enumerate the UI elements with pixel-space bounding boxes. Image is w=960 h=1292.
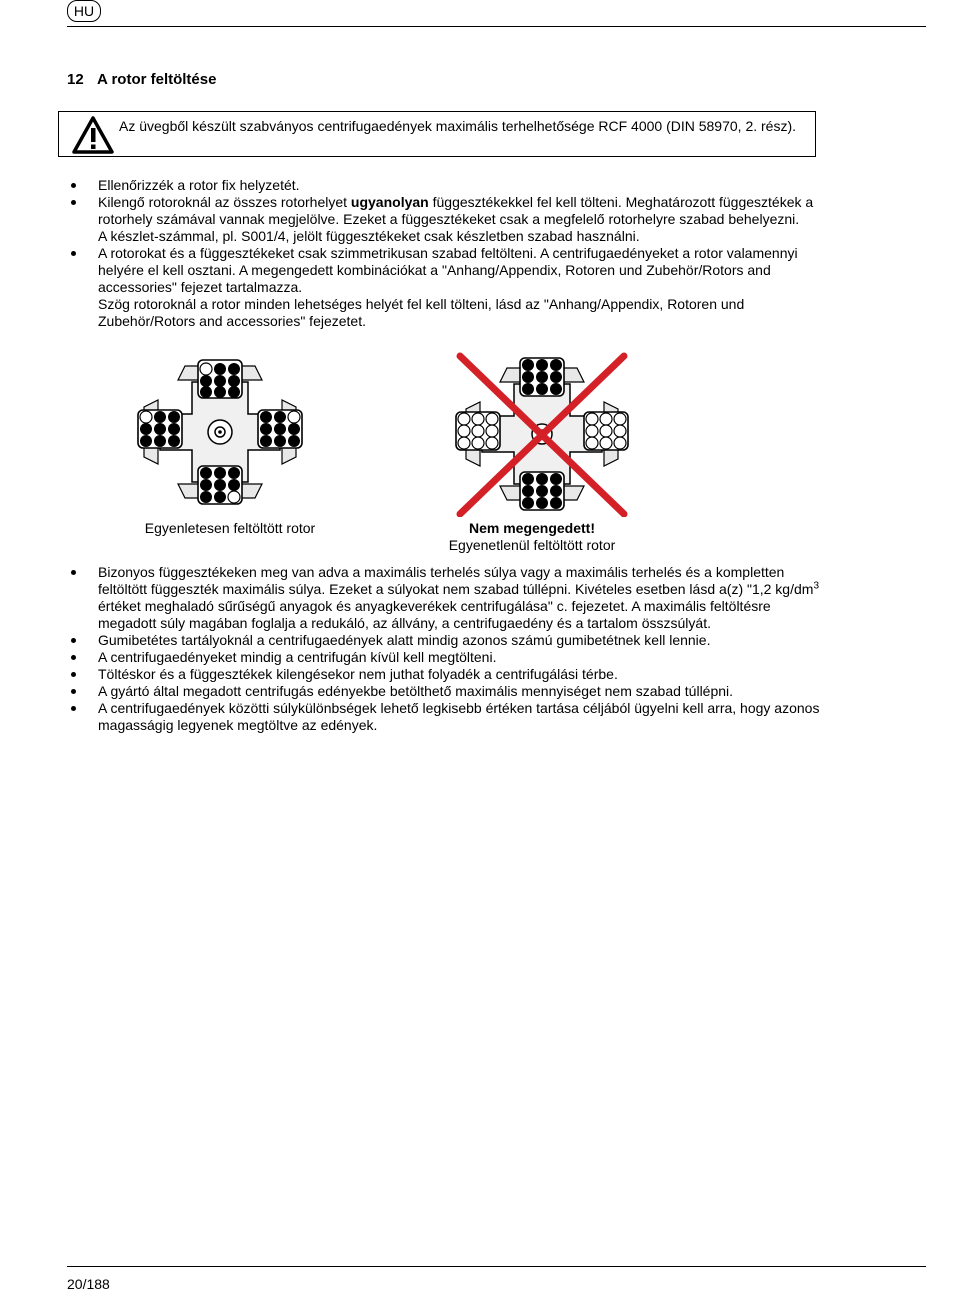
list-item xyxy=(67,666,827,683)
list-item xyxy=(67,177,827,194)
evenly-loaded-rotor-figure xyxy=(130,352,310,517)
list-item xyxy=(67,632,827,649)
superscript: 3 xyxy=(813,580,819,592)
list-item-text: A centrifugaedényeket mindig a centrifugán kívül kell megtölteni. xyxy=(98,649,497,665)
header-rule xyxy=(67,26,926,27)
additional-rules-list xyxy=(67,564,827,734)
rotor-illustration-even xyxy=(130,352,310,512)
list-item xyxy=(67,245,827,296)
list-item xyxy=(67,683,827,700)
list-item-text: Töltéskor és a függesztékek kilengésekor nem juthat folyadék a centrifugálási térbe. xyxy=(98,666,618,682)
list-item-text: függesztékekkel fel kell tölteni. Meghatározott függesztékek a rotorhely számával vannak megjelölve. Ezeket a függesztékeket csak a megfelelő rotorhelyre szabad behelyezni. xyxy=(98,194,814,227)
warning-triangle-icon xyxy=(71,115,115,155)
right-figure-caption xyxy=(412,520,652,554)
uneven-label: Egyenetlenül feltöltött rotor xyxy=(448,537,616,553)
list-item-text: Bizonyos függesztékeken meg van adva a maximális terhelés súlya vagy a maximális terhelés és a kompletten feltöltött függeszték maximális súlya. Ezeket a súlyokat nem szabad túllépni. Kivételes esetben lásd a(z) "1,2 kg/dm xyxy=(98,564,814,597)
rotor-illustration-uneven xyxy=(452,352,632,517)
warning-text: Az üvegből készült szabványos centrifugaedények maximális terhelhetősége RCF 4000 (DIN 58970, 2. rész). xyxy=(119,118,797,134)
warning-box xyxy=(58,111,816,157)
list-item-continuation: A készlet-számmal, pl. S001/4, jelölt függesztékeket csak készletben szabad használni. xyxy=(98,228,640,244)
list-item-text: Gumibetétes tartályoknál a centrifugaedények alatt mindig azonos számú gumibetétnek kell lennie. xyxy=(98,632,711,648)
list-item-text: Kilengő rotoroknál az összes rotorhelyet xyxy=(98,194,351,210)
list-item-continuation: Szög rotoroknál a rotor minden lehetséges helyét fel kell tölteni, lásd az "Anhang/Appendix, Rotoren und Zubehör/Rotors and accessories" fejezetet. xyxy=(98,296,745,329)
list-item-text: Ellenőrizzék a rotor fix helyzetét. xyxy=(98,177,300,193)
list-item xyxy=(67,649,827,666)
footer-rule xyxy=(67,1266,926,1267)
list-item-emphasis: ugyanolyan xyxy=(350,194,429,210)
list-item-text: értéket meghaladó sűrűségű anyagok és anyagkeverékek centrifugálása" c. fejezetet. A maximális feltöltésre megadott súly magában foglalja a redukáló, az állvány, a centrifugaedény és a tartalom összsúlyát. xyxy=(98,598,771,631)
section-heading xyxy=(67,71,216,88)
list-item-text: A rotorokat és a függesztékeket csak szimmetrikusan szabad feltölteni. A centrifugaedényeket a rotor valamennyi helyére el kell osztani. A megengedett kombinációkat a "Anhang/Appendix, Rotoren und Zubehör/Rotors and accessories" fejezet tartalmazza. xyxy=(98,245,798,295)
list-item xyxy=(67,564,827,632)
section-title: A rotor feltöltése xyxy=(97,71,217,88)
list-item-text: A gyártó által megadott centrifugás edényekbe betölthető maximális mennyiséget nem szabad túllépni. xyxy=(98,683,734,699)
page-number: 20/188 xyxy=(67,1276,110,1292)
unevenly-loaded-rotor-figure xyxy=(452,352,632,522)
section-number: 12 xyxy=(67,71,84,88)
loading-rules-list xyxy=(67,177,827,330)
list-item xyxy=(67,700,827,734)
list-item xyxy=(67,194,827,228)
left-figure-caption: Egyenletesen feltöltött rotor xyxy=(144,520,316,536)
not-allowed-label: Nem megengedett! xyxy=(468,520,596,536)
list-item-text: A centrifugaedények közötti súlykülönbségek lehető legkisebb értéken tartása céljából ügyelni kell arra, hogy azonos magasságig legyenek megtöltve az edények. xyxy=(98,700,820,733)
language-badge: HU xyxy=(67,0,101,22)
